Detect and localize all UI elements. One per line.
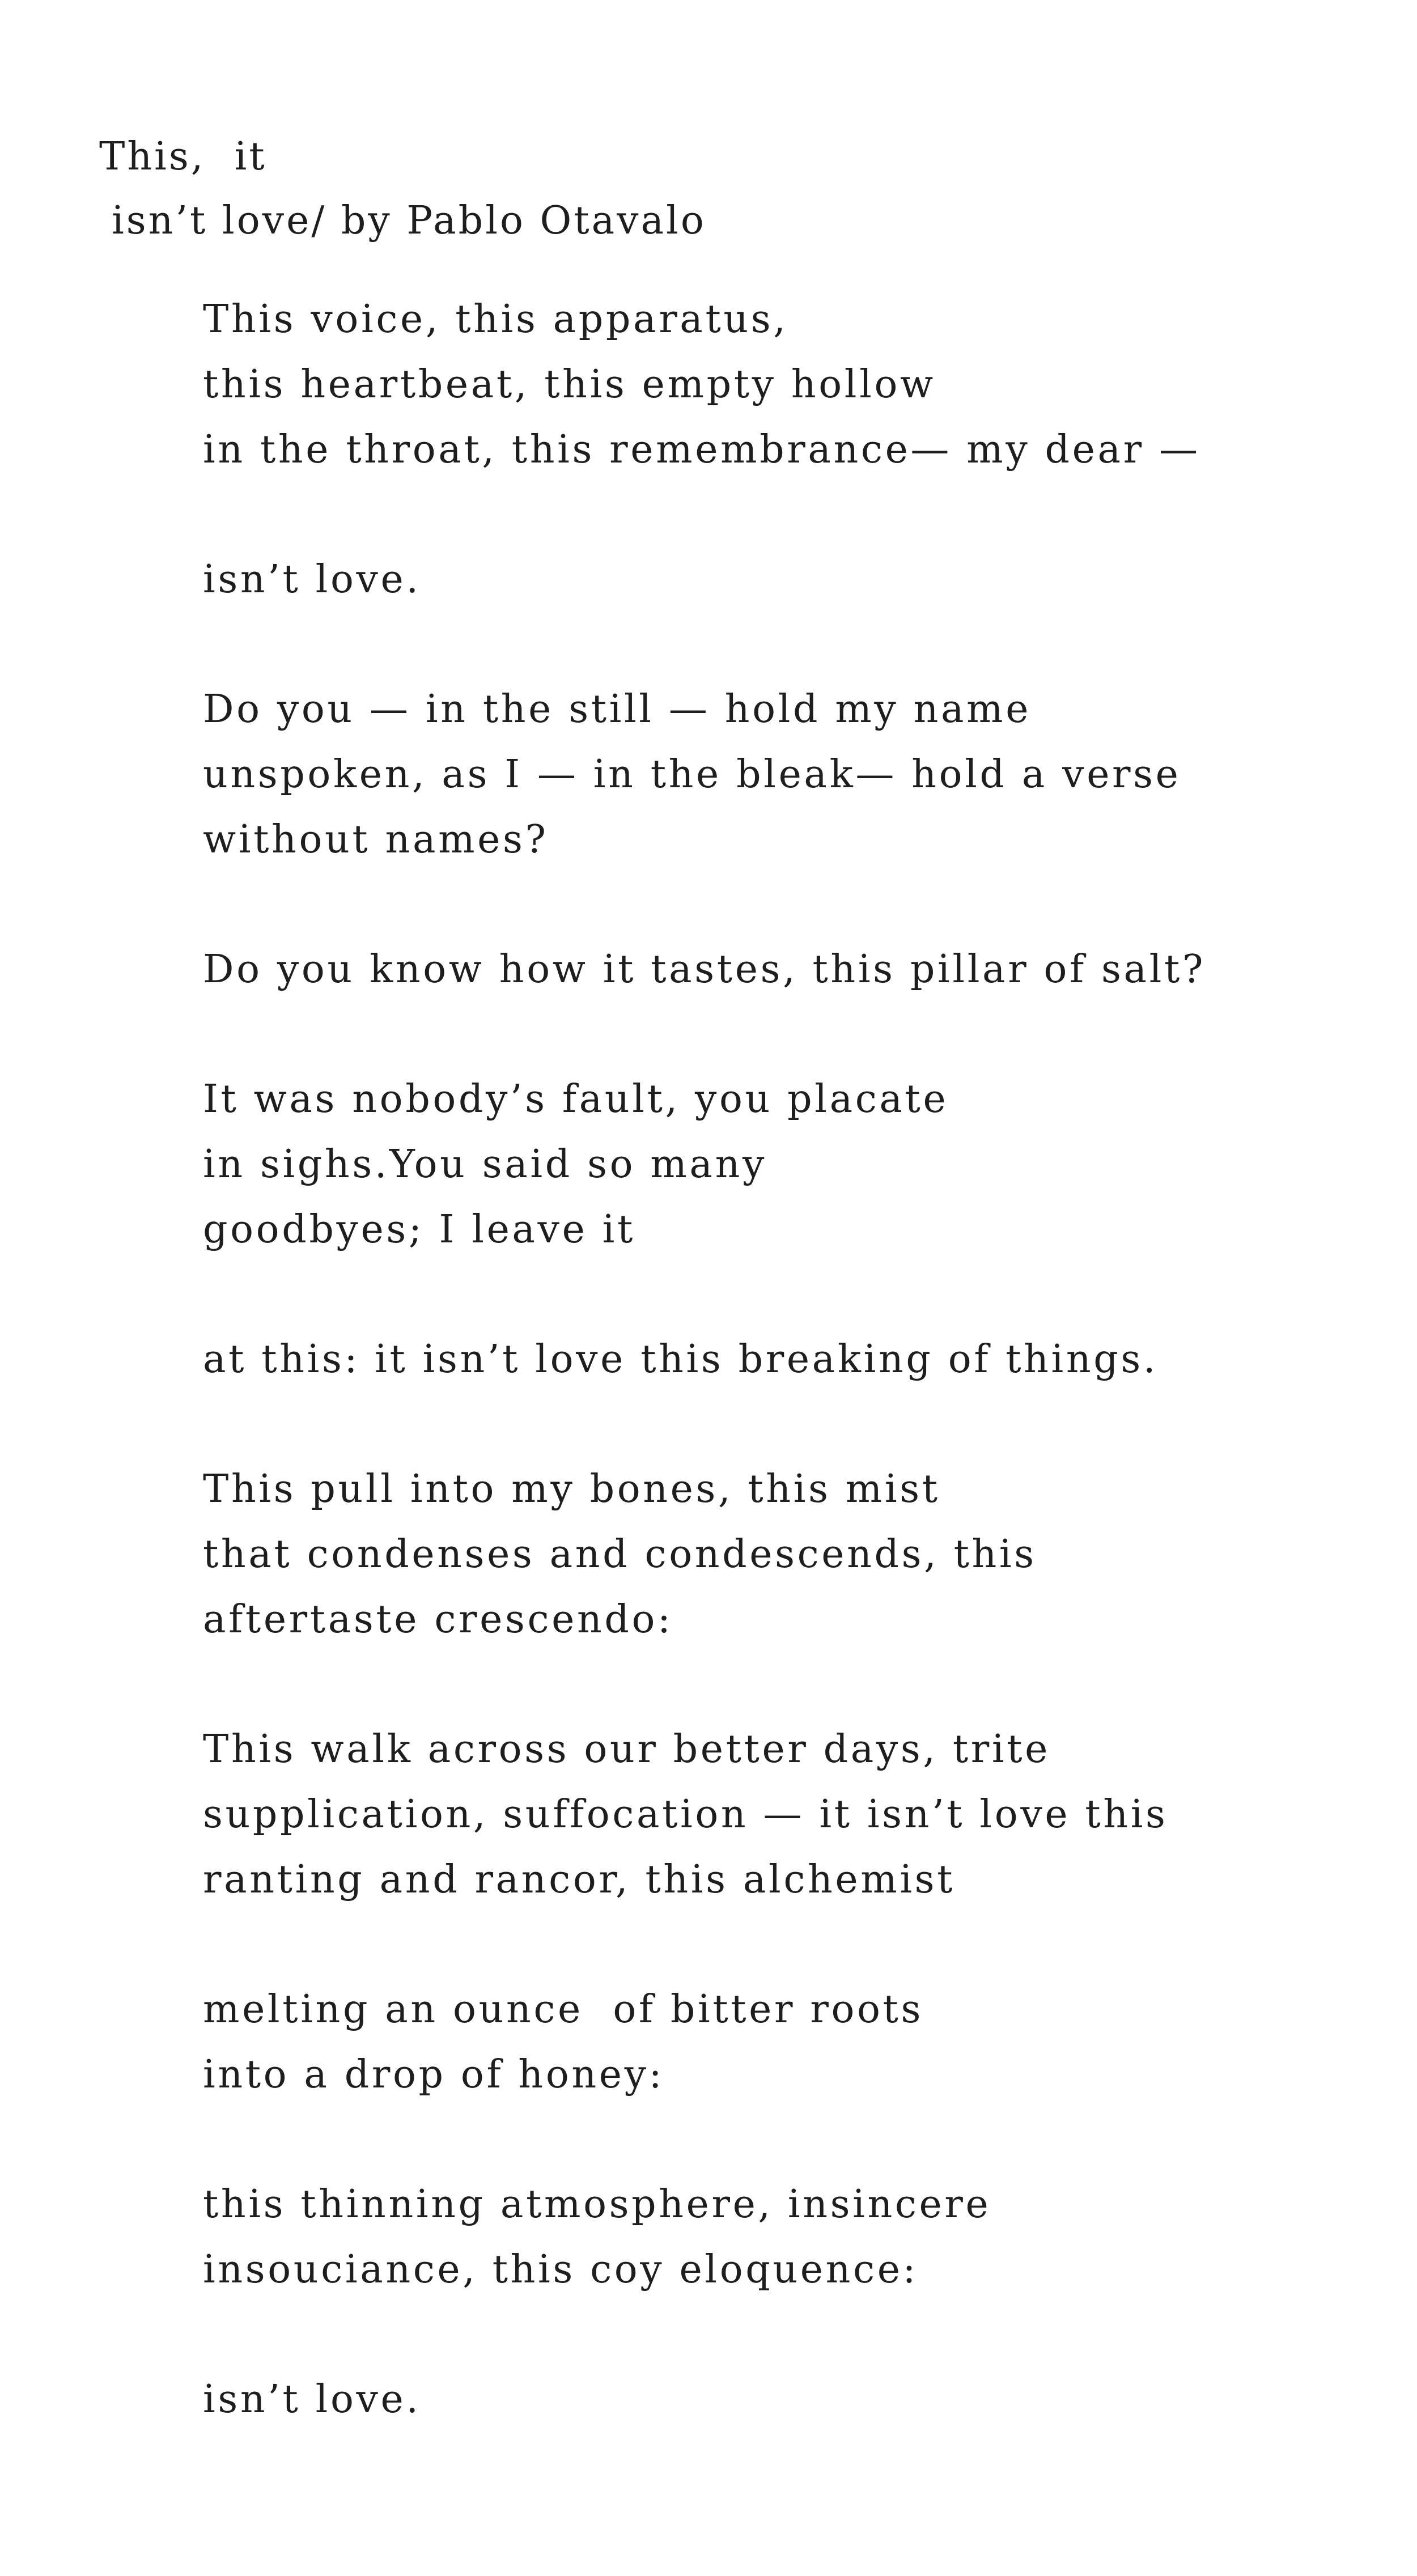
poem-line: without names? — [203, 817, 549, 862]
poem-line: this heartbeat, this empty hollow — [203, 362, 936, 407]
stanza-5 — [203, 1067, 1393, 1262]
poem-line: in the throat, this remembrance— my dear — — [203, 427, 1200, 472]
poem-line: Do you know how it tastes, this pillar of salt? — [203, 947, 1206, 992]
stanza-2 — [203, 547, 1393, 612]
poem-line: It was nobody’s fault, you placate — [203, 1077, 949, 1122]
stanza-1 — [203, 287, 1393, 482]
stanza-3 — [203, 677, 1393, 872]
title-line-2: isn’t love/ by Pablo Otavalo — [112, 198, 706, 243]
poem-line: that condenses and condescends, this — [203, 1532, 1037, 1577]
poem-line: melting an ounce of bitter roots — [203, 1987, 923, 2032]
poem-line: this thinning atmosphere, insincere — [203, 2182, 991, 2227]
poem-line: goodbyes; I leave it — [203, 1207, 635, 1252]
poem-line: isn’t love. — [203, 557, 421, 602]
poem-title — [99, 125, 1006, 253]
poem-line: in sighs.You said so many — [203, 1142, 767, 1187]
poem-line: This pull into my bones, this mist — [203, 1467, 940, 1512]
stanza-8 — [203, 1717, 1393, 1912]
poem-line: supplication, suffocation — it isn’t love this — [203, 1792, 1168, 1837]
poem-line: aftertaste crescendo: — [203, 1597, 673, 1642]
poem-line: unspoken, as I — in the bleak— hold a verse — [203, 752, 1181, 797]
poem-line: This voice, this apparatus, — [203, 297, 788, 342]
stanza-9 — [203, 1977, 1393, 2107]
poem-line: This walk across our better days, trite — [203, 1727, 1051, 1772]
poem-line: insouciance, this coy eloquence: — [203, 2247, 919, 2292]
poem-line: Do you — in the still — hold my name — [203, 687, 1032, 732]
stanza-6 — [203, 1327, 1393, 1392]
poem-line: ranting and rancor, this alchemist — [203, 1857, 956, 1902]
poem-line: isn’t love. — [203, 2377, 421, 2422]
poem-body — [203, 287, 1393, 2497]
stanza-7 — [203, 1457, 1393, 1652]
stanza-4 — [203, 937, 1393, 1002]
poem-line: at this: it isn’t love this breaking of things. — [203, 1337, 1159, 1382]
stanza-11 — [203, 2367, 1393, 2432]
poem-line: into a drop of honey: — [203, 2052, 665, 2097]
stanza-10 — [203, 2172, 1393, 2302]
title-line-1: This, it — [99, 134, 267, 179]
